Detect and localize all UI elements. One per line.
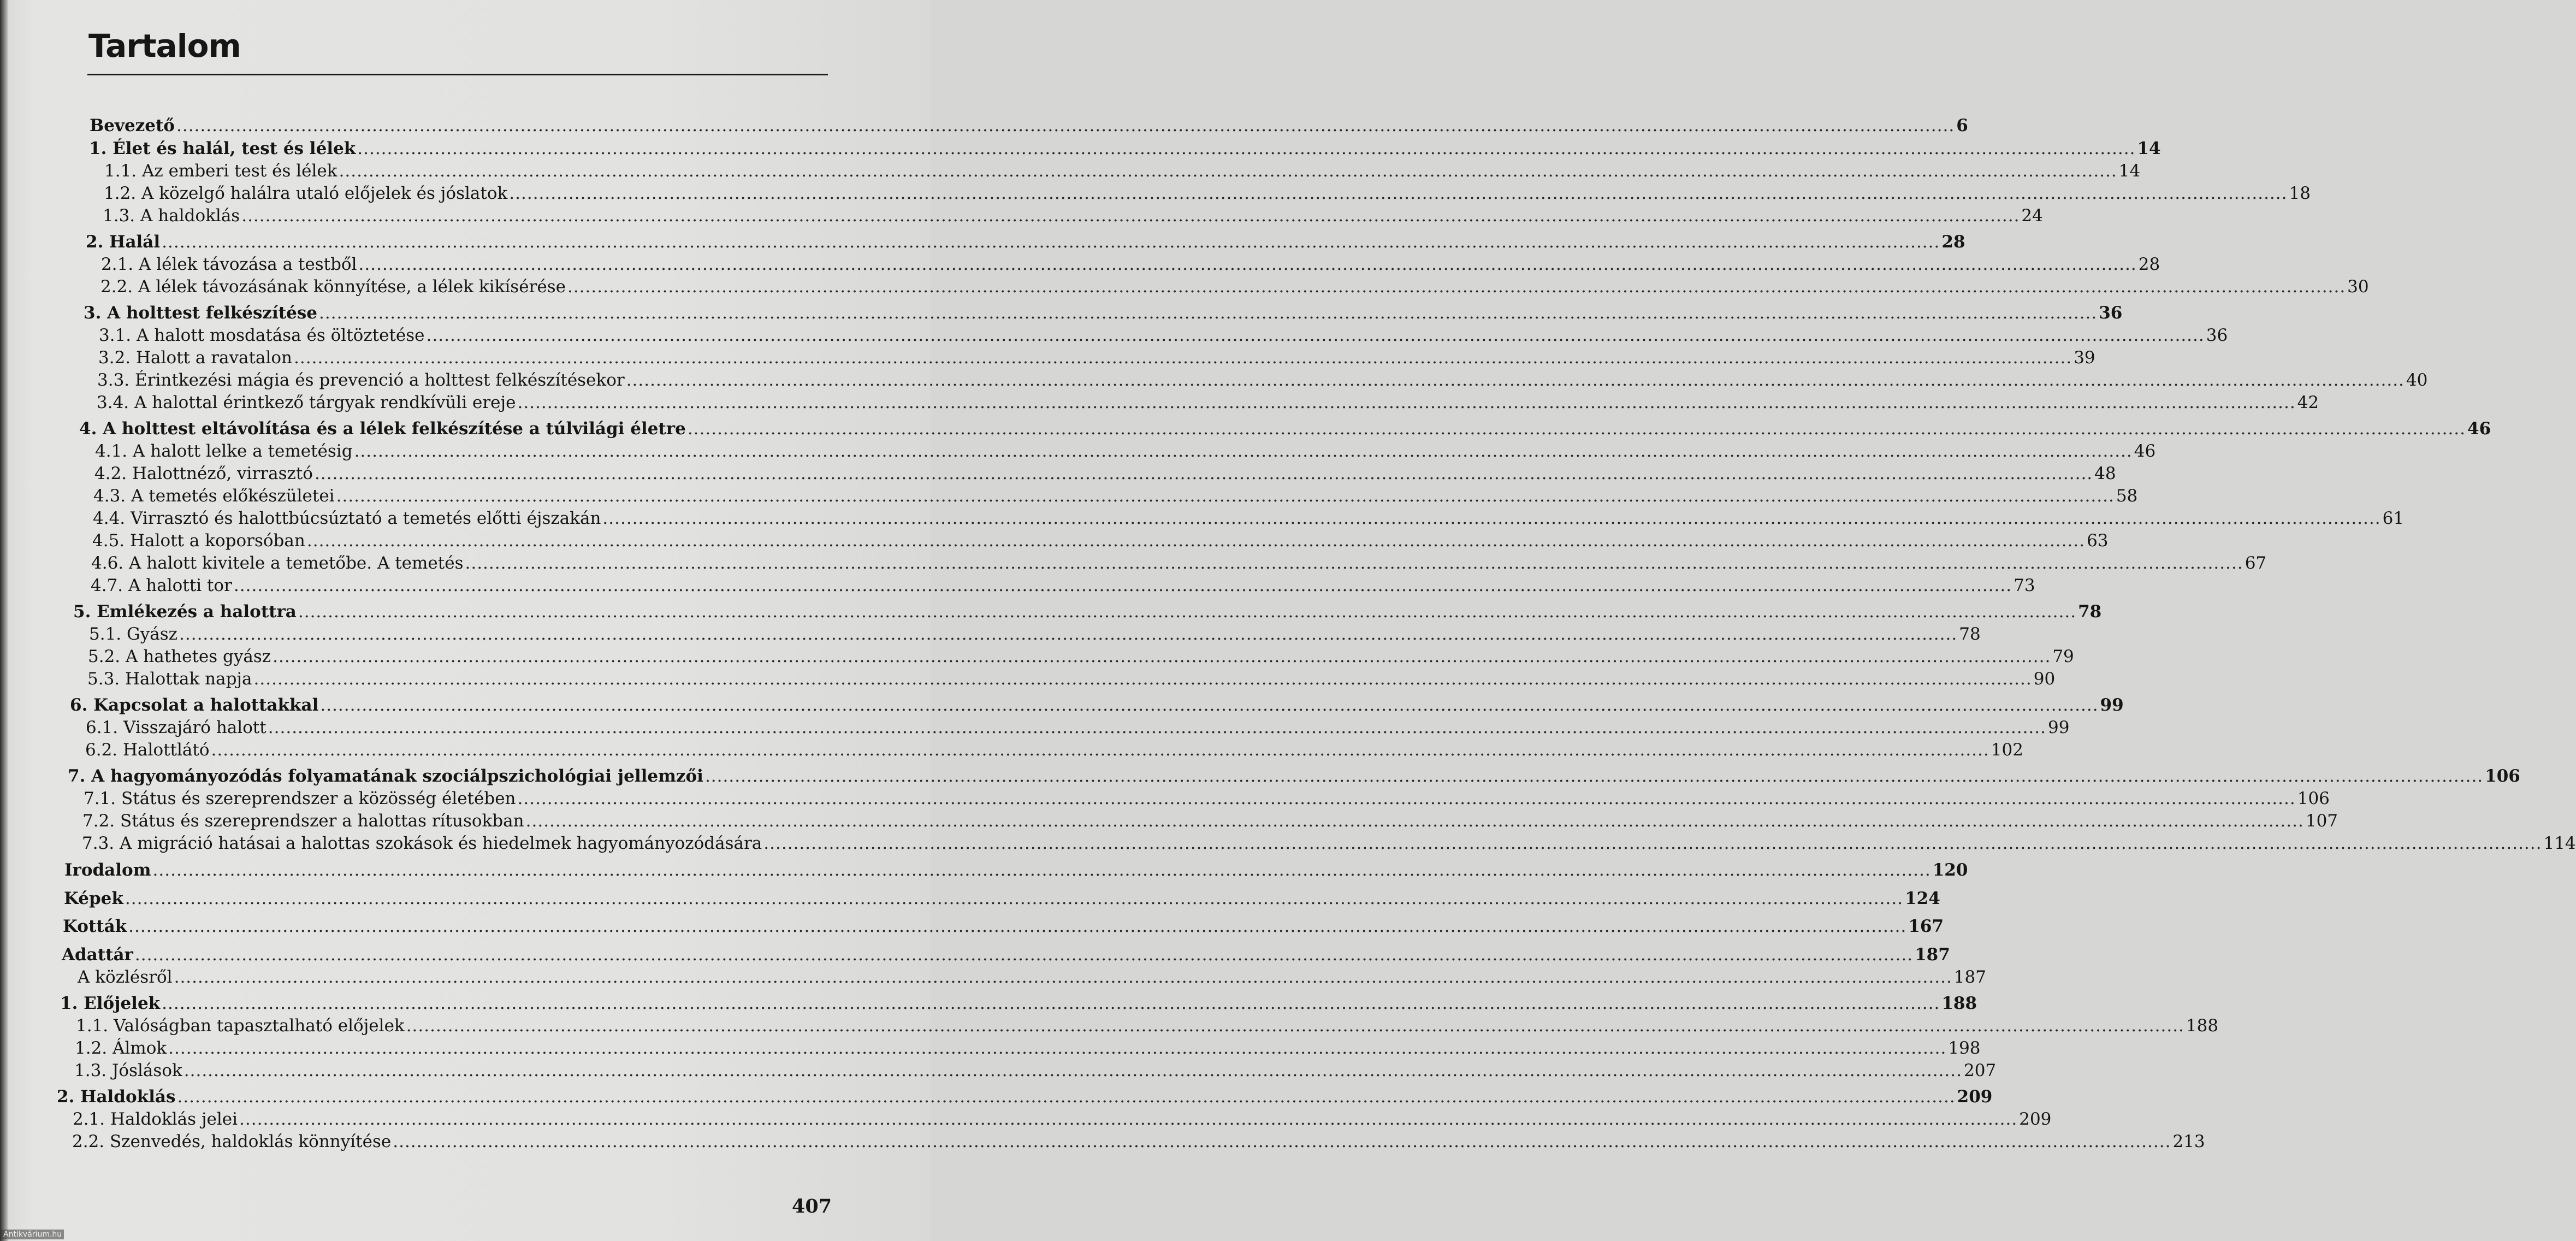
- toc-entry-page: 6: [1956, 116, 1968, 135]
- toc-entry-title: 5.2. A hathetes gyász: [88, 647, 271, 666]
- toc-entry-title: 1.3. Jóslások: [74, 1061, 182, 1080]
- toc-section-entry: [88, 646, 2074, 667]
- toc-chapter-entry: [63, 915, 1944, 937]
- toc-section-entry: [103, 205, 2043, 227]
- toc-leader-dots: ............................................................................................................................................................................................................................................................................................................: [406, 1016, 2184, 1036]
- toc-entry-title: 4.7. A halotti tor: [91, 576, 232, 595]
- toc-entry-title: 2.1. A lélek távozása a testből: [101, 255, 357, 274]
- toc-entry-title: 2.2. A lélek távozásának könnyítése, a lélek kikísérése: [100, 277, 566, 297]
- toc-entry-page: 79: [2052, 647, 2074, 666]
- toc-entry-page: 188: [1941, 994, 1977, 1013]
- toc-leader-dots: ............................................................................................................................................................................................................................................................................................................: [763, 834, 2542, 853]
- toc-entry-title: 7.2. Státus és szereprendszer a halottas rítusokban: [82, 811, 524, 831]
- toc-leader-dots: ............................................................................................................................................................................................................................................................................................................: [567, 277, 2346, 297]
- toc-section-entry: [72, 1131, 2205, 1153]
- toc-chapter-entry: [68, 765, 2520, 787]
- toc-entry-title: 1.2. Álmok: [75, 1038, 167, 1058]
- toc-entry-page: 209: [2019, 1109, 2052, 1129]
- toc-leader-dots: ............................................................................................................................................................................................................................................................................................................: [298, 602, 2077, 622]
- toc-leader-dots: ............................................................................................................................................................................................................................................................................................................: [176, 116, 1955, 135]
- toc-section-entry: [93, 507, 2405, 529]
- toc-entry-page: 30: [2347, 277, 2369, 297]
- toc-entry-title: 2. Halál: [86, 232, 161, 252]
- toc-chapter-entry: [60, 992, 1977, 1014]
- toc-leader-dots: ............................................................................................................................................................................................................................................................................................................: [320, 695, 2099, 715]
- toc-entry-page: 78: [1959, 624, 1981, 644]
- toc-leader-dots: ............................................................................................................................................................................................................................................................................................................: [125, 889, 1904, 908]
- toc-entry-title: 6.2. Halottlátó: [85, 740, 210, 760]
- toc-entry-title: 4.3. A temetés előkészületei: [93, 486, 335, 506]
- toc-entry-title: Bevezető: [90, 116, 175, 135]
- toc-section-entry: [82, 832, 2576, 854]
- toc-entry-title: 4.1. A halott lelke a temetésig: [95, 441, 353, 461]
- toc-leader-dots: ............................................................................................................................................................................................................................................................................................................: [393, 1132, 2171, 1151]
- toc-section-entry: [99, 324, 2228, 346]
- toc-entry-title: Kották: [63, 917, 127, 936]
- toc-entry-page: 124: [1905, 889, 1940, 908]
- toc-entry-title: 3.3. Érintkezési mágia és prevenció a holttest felkészítésekor: [97, 370, 625, 390]
- toc-leader-dots: ............................................................................................................................................................................................................................................................................................................: [128, 917, 1907, 936]
- toc-entry-page: 48: [2094, 464, 2116, 483]
- toc-entry-page: 167: [1908, 917, 1944, 936]
- toc-leader-dots: ............................................................................................................................................................................................................................................................................................................: [268, 718, 2046, 737]
- toc-leader-dots: ............................................................................................................................................................................................................................................................................................................: [314, 464, 2093, 483]
- toc-entry-page: 24: [2021, 206, 2043, 226]
- toc-leader-dots: ............................................................................................................................................................................................................................................................................................................: [626, 370, 2405, 390]
- toc-entry-title: 4.2. Halottnéző, virrasztó: [94, 464, 313, 483]
- toc-entry-title: 6.1. Visszajáró halott: [86, 718, 267, 737]
- toc-entry-page: 187: [1915, 945, 1950, 965]
- toc-entry-title: Irodalom: [64, 860, 151, 880]
- toc-entry-page: 90: [2033, 669, 2056, 689]
- toc-entry-page: 187: [1953, 967, 1986, 987]
- toc-entry-page: 40: [2406, 370, 2428, 390]
- toc-entry-page: 106: [2485, 766, 2520, 786]
- toc-section-entry: [76, 1015, 2219, 1037]
- toc-leader-dots: ............................................................................................................................................................................................................................................................................................................: [426, 326, 2205, 345]
- toc-entry-title: 2.1. Haldoklás jelei: [73, 1109, 238, 1129]
- toc-entry-page: 67: [2245, 553, 2267, 573]
- toc-entry-page: 39: [2074, 348, 2095, 368]
- toc-entry-title: 5.1. Gyász: [89, 624, 178, 644]
- toc-section-entry: [91, 575, 2035, 596]
- toc-leader-dots: ............................................................................................................................................................................................................................................................................................................: [241, 206, 2020, 226]
- toc-entry-page: 14: [2137, 139, 2161, 158]
- watermark: Antikvárium.hu: [1, 1230, 64, 1239]
- toc-leader-dots: ............................................................................................................................................................................................................................................................................................................: [174, 967, 1952, 987]
- toc-entry-title: 2.2. Szenvedés, haldoklás könnyítése: [72, 1132, 392, 1151]
- toc-entry-page: 78: [2078, 602, 2102, 622]
- toc-section-entry: [104, 160, 2141, 182]
- toc-entry-title: 3.2. Halott a ravatalon: [98, 348, 292, 368]
- toc-entry-title: Adattár: [62, 945, 133, 965]
- toc-leader-dots: ............................................................................................................................................................................................................................................................................................................: [336, 486, 2115, 506]
- toc-entry-page: 120: [1932, 860, 1968, 880]
- toc-chapter-entry: [90, 115, 1968, 137]
- toc-entry-title: 7.3. A migráció hatásai a halottas szokások és hiedelmek hagyományozódására: [82, 834, 762, 853]
- toc-chapter-entry: [73, 601, 2102, 623]
- toc-leader-dots: ............................................................................................................................................................................................................................................................................................................: [509, 184, 2288, 203]
- toc-section-entry: [95, 440, 2156, 462]
- toc-entry-title: 7. A hagyományozódás folyamatának szociálpszichológiai jellemzői: [68, 766, 703, 786]
- toc-entry-page: 28: [2138, 255, 2160, 274]
- toc-entry-page: 46: [2134, 441, 2156, 461]
- toc-entry-title: 1. Előjelek: [60, 994, 161, 1013]
- toc-leader-dots: ............................................................................................................................................................................................................................................................................................................: [517, 789, 2296, 808]
- toc-section-entry: [85, 739, 2023, 761]
- toc-chapter-entry: [84, 302, 2123, 324]
- toc-leader-dots: ............................................................................................................................................................................................................................................................................................................: [704, 766, 2484, 786]
- toc-entry-title: A közlésről: [78, 967, 173, 987]
- toc-leader-dots: ............................................................................................................................................................................................................................................................................................................: [525, 811, 2304, 831]
- toc-entry-page: 46: [2467, 419, 2491, 439]
- toc-chapter-entry: [70, 694, 2124, 716]
- toc-leader-dots: ............................................................................................................................................................................................................................................................................................................: [306, 531, 2086, 551]
- toc-section-entry: [97, 369, 2428, 391]
- toc-leader-dots: ............................................................................................................................................................................................................................................................................................................: [168, 1038, 1947, 1058]
- toc-leader-dots: ............................................................................................................................................................................................................................................................................................................: [239, 1109, 2018, 1129]
- toc-leader-dots: ............................................................................................................................................................................................................................................................................................................: [179, 624, 1958, 644]
- toc-chapter-entry: [62, 944, 1950, 966]
- toc-entry-title: 1.1. Valóságban tapasztalható előjelek: [76, 1016, 405, 1036]
- toc-leader-dots: ............................................................................................................................................................................................................................................................................................................: [319, 303, 2098, 323]
- toc-leader-dots: ............................................................................................................................................................................................................................................................................................................: [687, 419, 2466, 439]
- toc-section-entry: [74, 1060, 1997, 1082]
- toc-leader-dots: ............................................................................................................................................................................................................................................................................................................: [294, 348, 2072, 368]
- toc-entry-page: 63: [2087, 531, 2109, 551]
- toc-chapter-entry: [86, 231, 1965, 253]
- toc-entry-page: 102: [1991, 740, 2023, 760]
- toc-entry-title: 4.5. Halott a koporsóban: [92, 531, 305, 551]
- toc-entry-title: 1. Élet és halál, test és lélek: [89, 139, 356, 158]
- toc-entry-page: 99: [2047, 718, 2070, 737]
- toc-entry-title: 1.1. Az emberi test és lélek: [104, 161, 337, 181]
- toc-leader-dots: ............................................................................................................................................................................................................................................................................................................: [162, 232, 1940, 252]
- toc-entry-title: 3.4. A halottal érintkező tárgyak rendkívüli ereje: [97, 393, 516, 412]
- toc-entry-page: 73: [2014, 576, 2035, 595]
- toc-leader-dots: ............................................................................................................................................................................................................................................................................................................: [602, 509, 2381, 528]
- toc-entry-page: 28: [1941, 232, 1965, 252]
- toc-section-entry: [94, 463, 2116, 484]
- toc-section-entry: [101, 253, 2160, 275]
- toc-leader-dots: ............................................................................................................................................................................................................................................................................................................: [339, 161, 2117, 181]
- toc-leader-dots: ............................................................................................................................................................................................................................................................................................................: [358, 255, 2137, 274]
- toc-leader-dots: ............................................................................................................................................................................................................................................................................................................: [134, 945, 1914, 965]
- toc-entry-page: 188: [2186, 1016, 2219, 1036]
- toc-leader-dots: ............................................................................................................................................................................................................................................................................................................: [177, 1087, 1956, 1107]
- toc-entry-title: 4.4. Virrasztó és halottbúcsúztató a temetés előtti éjszakán: [93, 509, 601, 528]
- toc-entry-page: 14: [2118, 161, 2141, 181]
- toc-entry-title: 4. A holttest eltávolítása és a lélek felkészítése a túlvilági életre: [79, 419, 686, 439]
- toc-entry-page: 106: [2297, 789, 2330, 808]
- toc-section-entry: [91, 552, 2267, 574]
- toc-section-entry: [100, 276, 2369, 298]
- toc-leader-dots: ............................................................................................................................................................................................................................................................................................................: [357, 139, 2136, 158]
- toc-section-entry: [75, 1037, 1981, 1059]
- toc-leader-dots: ............................................................................................................................................................................................................................................................................................................: [152, 860, 1931, 880]
- toc-leader-dots: ............................................................................................................................................................................................................................................................................................................: [162, 994, 1940, 1013]
- toc-section-entry: [84, 788, 2330, 809]
- toc-entry-title: 2. Haldoklás: [57, 1087, 176, 1107]
- toc-chapter-entry: [64, 888, 1940, 909]
- toc-entry-title: 1.2. A közelgő halálra utaló előjelek és jóslatok: [104, 184, 508, 203]
- toc-section-entry: [98, 347, 2095, 369]
- toc-entry-title: 3. A holttest felkészítése: [84, 303, 318, 323]
- toc-leader-dots: ............................................................................................................................................................................................................................................................................................................: [253, 669, 2032, 689]
- toc-entry-page: 36: [2099, 303, 2123, 323]
- toc-section-entry: [93, 485, 2138, 507]
- toc-section-entry: [78, 966, 1986, 988]
- toc-entry-page: 18: [2289, 184, 2311, 203]
- toc-entry-page: 213: [2172, 1132, 2205, 1151]
- toc-leader-dots: ............................................................................................................................................................................................................................................................................................................: [233, 576, 2012, 595]
- toc-chapter-entry: [64, 859, 1968, 881]
- toc-chapter-entry: [89, 138, 2161, 159]
- toc-chapter-entry: [57, 1086, 1993, 1108]
- toc-entry-page: 107: [2305, 811, 2338, 831]
- page-number: 407: [792, 1195, 832, 1218]
- toc-entry-page: 58: [2116, 486, 2138, 506]
- toc-leader-dots: ............................................................................................................................................................................................................................................................................................................: [211, 740, 1989, 760]
- toc-entry-title: 1.3. A haldoklás: [103, 206, 240, 226]
- toc-section-entry: [104, 182, 2311, 204]
- toc-section-entry: [97, 392, 2319, 413]
- toc-entry-page: 198: [1948, 1038, 1981, 1058]
- toc-entry-title: 5. Emlékezés a halottra: [73, 602, 297, 622]
- page-title: Tartalom: [88, 27, 241, 64]
- toc-leader-dots: ............................................................................................................................................................................................................................................................................................................: [465, 553, 2243, 573]
- toc-entry-title: 5.3. Halottak napja: [87, 669, 252, 689]
- toc-entry-title: 4.6. A halott kivitele a temetőbe. A temetés: [91, 553, 464, 573]
- toc-entry-title: 7.1. Státus és szereprendszer a közösség életében: [84, 789, 516, 808]
- toc-entry-title: Képek: [64, 889, 123, 908]
- toc-section-entry: [82, 810, 2338, 832]
- toc-entry-page: 207: [1963, 1061, 1997, 1080]
- toc-entry-title: 3.1. A halott mosdatása és öltöztetése: [99, 326, 425, 345]
- toc-entry-page: 36: [2206, 326, 2228, 345]
- toc-entry-page: 42: [2297, 393, 2319, 412]
- toc-section-entry: [73, 1108, 2052, 1130]
- toc-leader-dots: ............................................................................................................................................................................................................................................................................................................: [517, 393, 2296, 412]
- toc-section-entry: [89, 623, 1981, 645]
- toc-entry-page: 61: [2382, 509, 2405, 528]
- toc-section-entry: [87, 668, 2056, 690]
- toc-section-entry: [92, 530, 2109, 552]
- toc-entry-page: 209: [1957, 1087, 1993, 1107]
- toc-chapter-entry: [79, 418, 2491, 440]
- toc-leader-dots: ............................................................................................................................................................................................................................................................................................................: [354, 441, 2133, 461]
- toc-section-entry: [86, 717, 2070, 738]
- toc-entry-title: 6. Kapcsolat a halottakkal: [70, 695, 319, 715]
- toc-leader-dots: ............................................................................................................................................................................................................................................................................................................: [273, 647, 2051, 666]
- toc-entry-page: 114: [2543, 834, 2576, 853]
- toc-entry-page: 99: [2100, 695, 2124, 715]
- toc-leader-dots: ............................................................................................................................................................................................................................................................................................................: [183, 1061, 1962, 1080]
